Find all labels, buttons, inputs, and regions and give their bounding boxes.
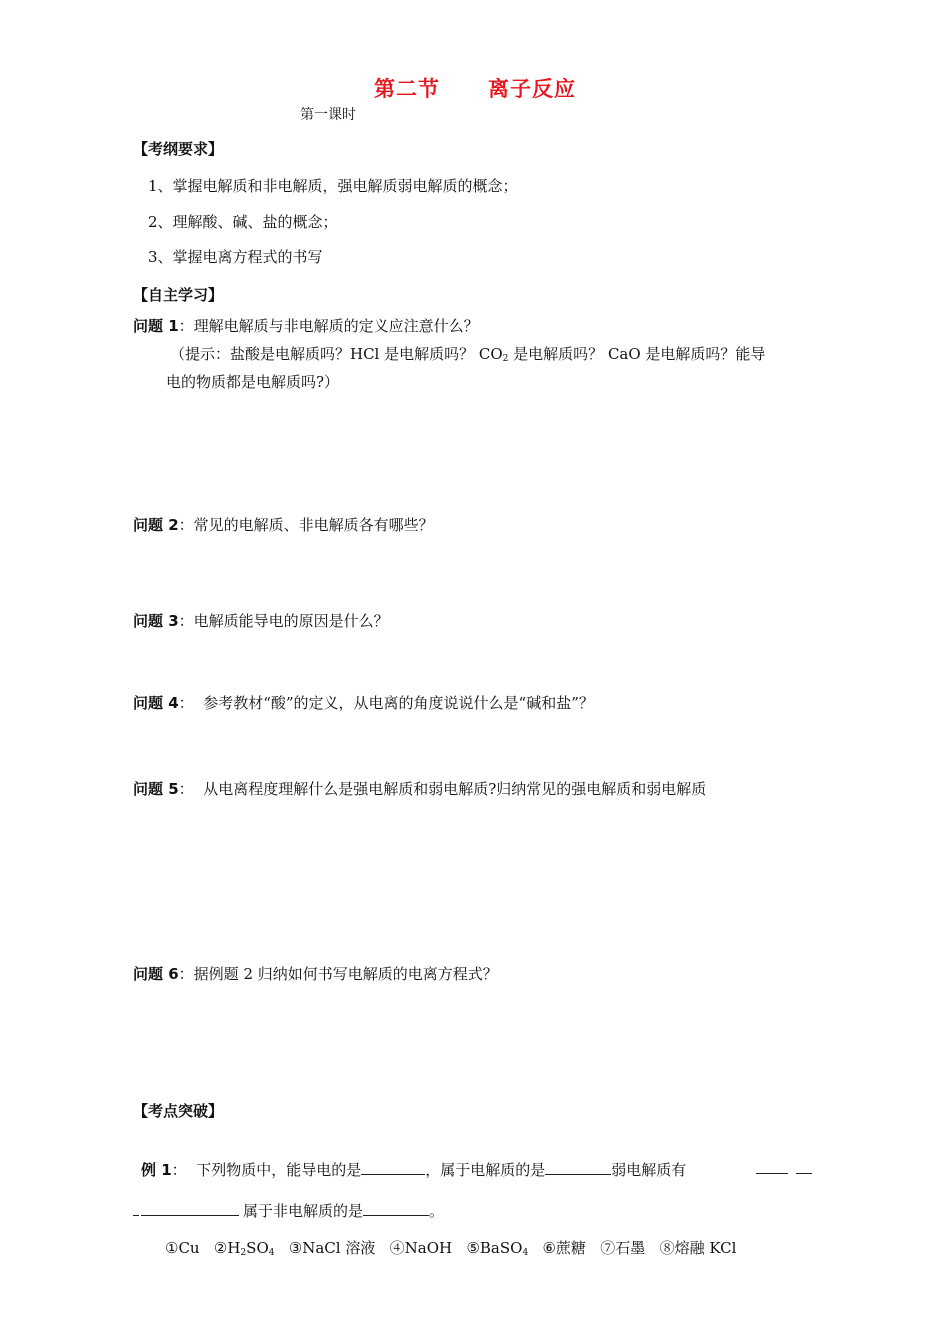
section-breakthrough-heading: 【考点突破】 (133, 1102, 224, 1120)
option-baso4 (466, 1239, 528, 1257)
example-1-options (165, 1237, 736, 1258)
answer-blank-weak-b[interactable] (796, 1173, 812, 1174)
section-outline-heading: 【考纲要求】 (133, 140, 224, 158)
question-3 (133, 610, 389, 631)
example-text: ，属于电解质的是 (425, 1161, 546, 1179)
answer-blank-conductive[interactable] (361, 1160, 425, 1175)
question-text: ： 参考教材“酸”的定义，从电离的角度说说什么是“碱和盐”？ (178, 694, 594, 712)
option-subscript: 2 (240, 1248, 247, 1258)
option-sucrose: ⑥蔗糖 (542, 1239, 586, 1257)
example-label: 例 1 (141, 1161, 172, 1179)
example-text: 。 (429, 1202, 445, 1220)
question-label: 问题 6 (133, 965, 179, 983)
requirement-item: 1、掌握电解质和非电解质，强电解质弱电解质的概念； (148, 177, 518, 195)
question-label: 问题 5 (133, 780, 179, 798)
hint-text: 是电解质吗？ CaO 是电解质吗？能导 (508, 345, 766, 363)
question-label: 问题 3 (133, 612, 179, 630)
question-text: ： 从电离程度理解什么是强电解质和弱电解质?归纳常见的强电解质和弱电解质 (178, 780, 707, 798)
title-section-number: 第二节 (374, 77, 440, 101)
example-text: 属于非电解质的是 (243, 1202, 364, 1220)
question-5 (133, 778, 706, 799)
option-text: ②H (213, 1239, 241, 1257)
option-graphite: ⑦石墨 (600, 1239, 646, 1257)
answer-blank-weak-a[interactable] (756, 1173, 788, 1174)
hint-text: （提示：盐酸是电解质吗？HCl 是电解质吗？ CO (170, 345, 503, 363)
question-text: ：常见的电解质、非电解质各有哪些？ (178, 516, 434, 534)
page-title (0, 73, 950, 103)
option-naoh: ④NaOH (389, 1239, 453, 1257)
example-text: 弱电解质有 (611, 1161, 687, 1179)
question-6 (133, 963, 498, 984)
answer-blank-weak-d[interactable] (141, 1215, 239, 1216)
option-text: SO (246, 1239, 269, 1257)
question-2 (133, 514, 434, 535)
answer-blank-nonelectrolyte[interactable] (363, 1201, 429, 1216)
question-text: ：据例题 2 归纳如何书写电解质的电离方程式？ (178, 965, 498, 983)
option-molten-kcl: ⑧熔融 KCl (659, 1239, 737, 1257)
question-1 (133, 315, 479, 336)
question-label: 问题 2 (133, 516, 179, 534)
option-nacl-solution: ③NaCl 溶液 (288, 1239, 376, 1257)
lesson-period: 第一课时 (300, 107, 356, 123)
section-self-study-heading: 【自主学习】 (133, 286, 224, 304)
option-text: ⑤BaSO (466, 1239, 523, 1257)
option-subscript: 4 (522, 1248, 529, 1258)
answer-blank-electrolyte[interactable] (545, 1160, 611, 1175)
answer-blank-weak-c[interactable] (133, 1215, 139, 1216)
requirement-item: 2、理解酸、碱、盐的概念； (148, 213, 338, 231)
option-subscript: 4 (268, 1248, 275, 1258)
requirement-item: 3、掌握电离方程式的书写 (148, 248, 323, 266)
question-text: ：理解电解质与非电解质的定义应注意什么？ (178, 317, 479, 335)
example-1-line1 (141, 1159, 686, 1180)
question-4 (133, 692, 594, 713)
question-1-hint-line2: 电的物质都是电解质吗?） (166, 373, 340, 391)
example-text: ： 下列物质中，能导电的是 (171, 1161, 362, 1179)
question-label: 问题 1 (133, 317, 179, 335)
question-1-hint (170, 343, 765, 364)
title-topic: 离子反应 (488, 77, 576, 101)
option-cu: ①Cu (165, 1239, 200, 1257)
example-1-line2 (243, 1200, 444, 1221)
option-h2so4 (214, 1239, 275, 1257)
question-label: 问题 4 (133, 694, 179, 712)
question-text: ：电解质能导电的原因是什么？ (178, 612, 389, 630)
hint-subscript: 2 (502, 354, 509, 364)
